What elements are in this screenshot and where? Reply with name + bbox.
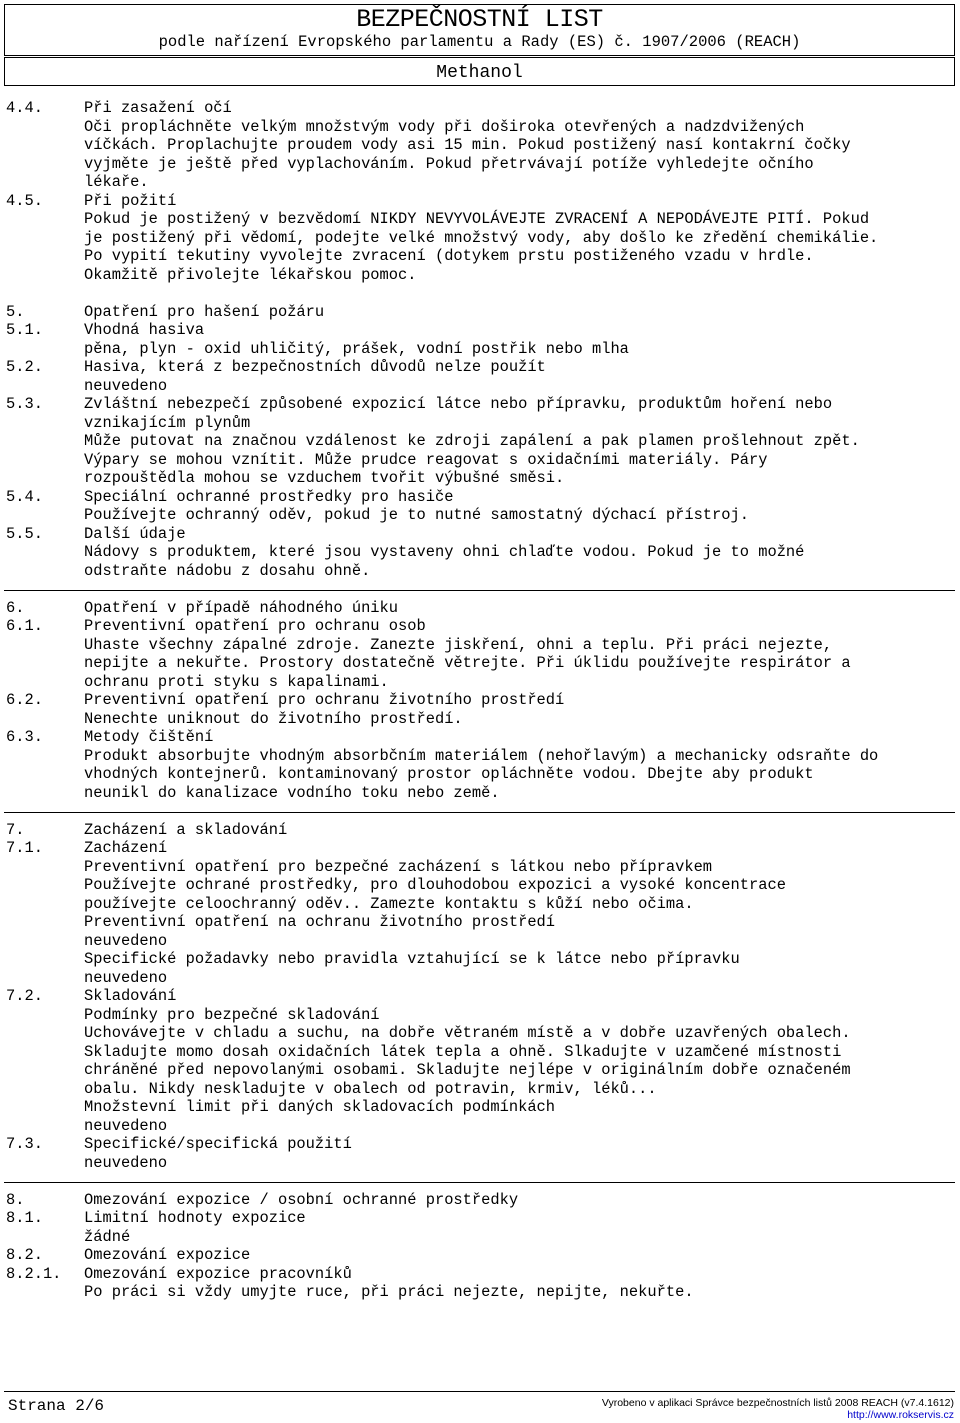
section-text: Specifické požadavky nebo pravidla vztahující se k látce nebo přípravku xyxy=(84,950,740,968)
text-line xyxy=(0,858,960,877)
section-heading-row xyxy=(0,617,960,636)
section-number: 4.5. xyxy=(6,191,43,210)
text-line xyxy=(0,469,960,488)
text-line xyxy=(0,266,960,285)
section-title: Zacházení xyxy=(84,839,168,857)
section-text: žádné xyxy=(84,1227,131,1246)
document-subtitle: podle nařízení Evropského parlamentu a Rady (ES) č. 1907/2006 (REACH) xyxy=(158,33,801,51)
section-number: 8.2.1. xyxy=(6,1264,62,1283)
section-text: Může putovat na značnou vzdálenost ke zdroji zapálení a pak plamen prošlehnout zpět. xyxy=(84,432,860,450)
text-line xyxy=(0,636,960,655)
text-line xyxy=(0,1283,960,1302)
section-number: 8.1. xyxy=(6,1209,43,1227)
product-name: Methanol xyxy=(436,63,523,83)
page-number: Strana 2/6 xyxy=(8,1397,105,1415)
section-divider xyxy=(4,590,955,591)
text-line xyxy=(0,136,960,155)
footer-info xyxy=(602,1397,954,1421)
section-text: Výpary se mohou vznítit. Může prudce reagovat s oxidačními materiály. Páry xyxy=(84,450,768,469)
text-line xyxy=(0,340,960,359)
text-line xyxy=(0,895,960,914)
section-number: 5.3. xyxy=(6,395,43,413)
section-text: pěna, plyn - oxid uhličitý, prášek, vodní postřik nebo mlha xyxy=(84,339,629,358)
section-title: Metody čištění xyxy=(84,728,214,746)
text-line xyxy=(0,654,960,673)
section-heading-row xyxy=(0,1265,960,1284)
section-text: je postižený při vědomí, podejte velké množstvý vody, aby došlo ke zředění chemikálie. xyxy=(84,228,879,247)
section-title: Preventivní opatření pro ochranu životního prostředí xyxy=(84,691,565,709)
section-title: Opatření pro hašení požáru xyxy=(84,302,325,321)
text-line xyxy=(0,210,960,229)
section-heading-row xyxy=(0,821,960,840)
section-title: Speciální ochranné prostředky pro hasiče xyxy=(84,487,454,506)
section-number: 7.2. xyxy=(6,987,43,1005)
text-line xyxy=(0,377,960,396)
section-text: rozpouštědla mohou se vzduchem tvořit výbušné směsi. xyxy=(84,469,565,487)
section-text: vhodných kontejnerů. kontaminovaný prostor opláchněte vodou. Dbejte aby produkt xyxy=(84,765,814,783)
section-gap xyxy=(0,284,960,303)
section-number: 6.1. xyxy=(6,617,43,635)
section-title: Preventivní opatření pro ochranu osob xyxy=(84,617,426,635)
section-text: Preventivní opatření na ochranu životního prostředí xyxy=(84,913,556,931)
section-heading-row xyxy=(0,599,960,618)
section-text: Skladujte momo dosah oxidačních látek tepla a ohně. Slkadujte v uzamčené místnosti xyxy=(84,1042,842,1061)
section-number: 5.5. xyxy=(6,524,43,543)
footer-divider xyxy=(4,1391,955,1392)
text-line xyxy=(0,950,960,969)
text-line xyxy=(0,784,960,803)
text-line xyxy=(0,229,960,248)
section-title: Při zasažení očí xyxy=(84,99,232,117)
section-text: Okamžitě přivolejte lékařskou pomoc. xyxy=(84,265,417,284)
section-title: Další údaje xyxy=(84,524,186,543)
section-heading-row xyxy=(0,525,960,544)
section-heading-row xyxy=(0,99,960,118)
text-line xyxy=(0,1061,960,1080)
footer-link[interactable]: http://www.rokservis.cz xyxy=(847,1409,954,1421)
section-text: Podmínky pro bezpečné skladování xyxy=(84,1005,380,1024)
section-text: Pokud je postižený v bezvědomí NIKDY NEVYVOLÁVEJTE ZVRACENÍ A NEPODÁVEJTE PITÍ. Pokud xyxy=(84,210,870,228)
section-text: Uchovávejte v chladu a suchu, na dobře větraném místě a v dobře uzavřených obalech. xyxy=(84,1024,851,1042)
section-text: neuvedeno xyxy=(84,968,168,987)
section-heading-row xyxy=(0,1135,960,1154)
section-title: Hasiva, která z bezpečnostních důvodů nelze použít xyxy=(84,358,546,376)
text-line xyxy=(0,747,960,766)
section-divider xyxy=(4,1182,955,1183)
section-text: nepijte a nekuřte. Prostory dostatečně větrejte. Při úklidu používejte respirátor a xyxy=(84,654,851,672)
text-line xyxy=(0,1098,960,1117)
text-line xyxy=(0,1080,960,1099)
section-title: Omezování expozice / osobní ochranné prostředky xyxy=(84,1190,519,1209)
section-heading-row xyxy=(0,321,960,340)
text-line xyxy=(0,506,960,525)
text-line xyxy=(0,247,960,266)
text-line xyxy=(0,765,960,784)
section-heading-row xyxy=(0,839,960,858)
section-title: Omezování expozice pracovníků xyxy=(84,1264,352,1283)
section-text: neuvedeno xyxy=(84,1153,168,1172)
section-number: 5.1. xyxy=(6,321,43,339)
text-line xyxy=(0,1006,960,1025)
section-text: ochranu proti styku s kapalinami. xyxy=(84,672,389,691)
text-line xyxy=(0,451,960,470)
section-heading-row xyxy=(0,488,960,507)
text-line xyxy=(0,432,960,451)
product-header xyxy=(4,57,955,86)
section-title: Omezování expozice xyxy=(84,1246,251,1264)
section-text: Produkt absorbujte vhodným absorbčním materiálem (nehořlavým) a mechanicky odsraňte do xyxy=(84,746,879,765)
section-heading-row xyxy=(0,987,960,1006)
text-line xyxy=(0,155,960,174)
text-line xyxy=(0,173,960,192)
text-line xyxy=(0,414,960,433)
section-number: 8.2. xyxy=(6,1246,43,1264)
document-header xyxy=(4,4,955,56)
section-number: 7.1. xyxy=(6,839,43,857)
section-heading-row xyxy=(0,303,960,322)
section-text: Po práci si vždy umyjte ruce, při práci nejezte, nepijte, nekuřte. xyxy=(84,1283,694,1301)
section-text: neuvedeno xyxy=(84,376,168,395)
section-text: obalu. Nikdy neskladujte v obalech od potravin, krmiv, léků... xyxy=(84,1079,657,1098)
section-text: víčkách. Proplachujte proudem vody asi 15 min. Pokud postižený nasí kontakrní čočky xyxy=(84,136,851,154)
section-text: Po vypití tekutiny vyvolejte zvracení (dotykem prstu postiženého vzadu v hrdle. xyxy=(84,247,814,265)
section-title: Opatření v případě náhodného úniku xyxy=(84,598,399,617)
section-title: Skladování xyxy=(84,987,177,1005)
text-line xyxy=(0,1043,960,1062)
text-line xyxy=(0,1117,960,1136)
section-heading-row xyxy=(0,728,960,747)
text-line xyxy=(0,673,960,692)
section-heading-row xyxy=(0,1246,960,1265)
section-number: 5. xyxy=(6,302,25,321)
section-text: Nenechte uniknout do životního prostředí. xyxy=(84,709,463,728)
section-title: Při požití xyxy=(84,191,177,210)
section-text: Používejte ochranný oděv, pokud je to nutné samostatný dýchací přístroj. xyxy=(84,506,749,524)
section-number: 5.2. xyxy=(6,358,43,376)
text-line xyxy=(0,1024,960,1043)
section-divider xyxy=(4,812,955,813)
section-title: Zacházení a skladování xyxy=(84,820,288,839)
document-title: BEZPEČNOSTNÍ LIST xyxy=(356,5,603,34)
section-heading-row xyxy=(0,358,960,377)
text-line xyxy=(0,1154,960,1173)
section-title: Limitní hodnoty expozice xyxy=(84,1209,306,1227)
generator-note: Vyrobeno v aplikaci Správce bezpečnostních listů 2008 REACH (v7.4.1612) xyxy=(601,1397,954,1409)
section-number: 4.4. xyxy=(6,99,43,117)
text-line xyxy=(0,710,960,729)
section-heading-row xyxy=(0,395,960,414)
section-title: Zvláštní nebezpečí způsobené expozicí látce nebo přípravku, produktům hoření nebo xyxy=(84,395,833,413)
section-number: 6. xyxy=(6,598,25,617)
section-text: Používejte ochrané prostředky, pro dlouhodobou expozici a vysoké koncentrace xyxy=(84,876,786,894)
section-title: Vhodná hasiva xyxy=(84,321,205,339)
document-body xyxy=(0,99,960,1302)
section-text: Preventivní opatření pro bezpečné zacházení s látkou nebo přípravkem xyxy=(84,857,713,876)
text-line xyxy=(0,913,960,932)
text-line xyxy=(0,118,960,137)
section-text: neuvedeno xyxy=(84,1116,168,1135)
section-text: vznikajícím plynům xyxy=(84,413,251,432)
text-line xyxy=(0,562,960,581)
section-number: 7.3. xyxy=(6,1135,43,1153)
section-text: Uhaste všechny zápalné zdroje. Zanezte jiskření, ohni a teplu. Při práci nejezte, xyxy=(84,635,833,654)
section-number: 6.3. xyxy=(6,728,43,746)
section-text: chráněné před nepovolanými osobami. Skladujte nejlépe v originálním dobře označeném xyxy=(84,1061,851,1079)
section-text: neunikl do kanalizace vodního toku nebo země. xyxy=(84,783,500,802)
section-text: odstraňte nádobu z dosahu ohně. xyxy=(84,561,371,580)
section-heading-row xyxy=(0,691,960,710)
section-title: Specifické/specifická použití xyxy=(84,1135,352,1153)
section-text: Nádovy s produktem, které jsou vystaveny ohni chlaďte vodou. Pokud je to možné xyxy=(84,543,805,561)
section-text: lékaře. xyxy=(84,173,149,191)
section-text: Množstevní limit při daných skladovacích podmínkách xyxy=(84,1098,556,1116)
section-heading-row xyxy=(0,1209,960,1228)
text-line xyxy=(0,932,960,951)
section-number: 5.4. xyxy=(6,487,43,506)
text-line xyxy=(0,969,960,988)
section-number: 6.2. xyxy=(6,691,43,709)
section-text: používejte celoochranný oděv.. Zamezte kontaktu s kůží nebo očima. xyxy=(84,894,694,913)
text-line xyxy=(0,876,960,895)
section-text: Oči propláchněte velkým množstvým vody při doširoka otevřených a nadzdvižených xyxy=(84,117,805,136)
section-heading-row xyxy=(0,1191,960,1210)
section-number: 8. xyxy=(6,1190,25,1209)
section-text: vyjměte je ještě před vyplachováním. Pokud přetrvávají potíže vyhledejte očního xyxy=(84,154,814,173)
text-line xyxy=(0,543,960,562)
text-line xyxy=(0,1228,960,1247)
section-text: neuvedeno xyxy=(84,931,168,950)
section-heading-row xyxy=(0,192,960,211)
section-number: 7. xyxy=(6,820,25,839)
